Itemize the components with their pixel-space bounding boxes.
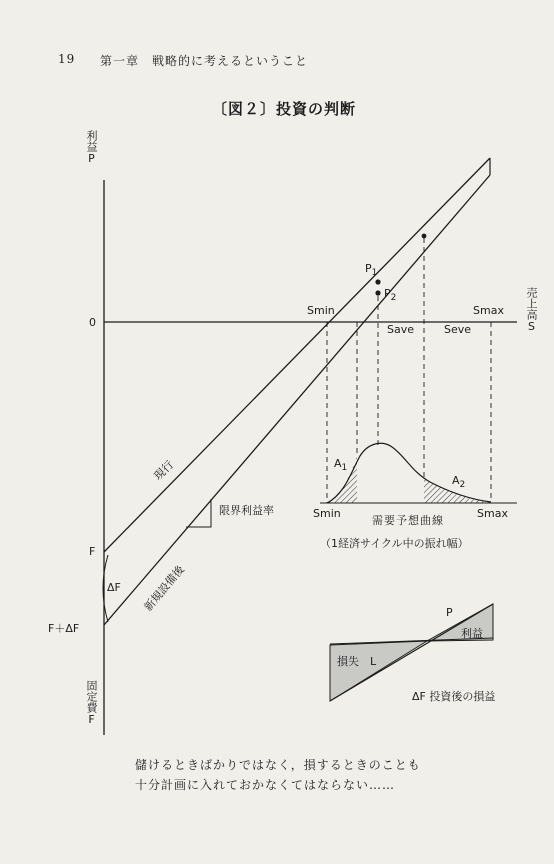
marginal-rate-label: 限界利益率 — [219, 504, 274, 517]
y-axis-label: 利益P — [85, 130, 98, 165]
caption-line-1: 儲けるときばかりではなく，損するときのことも — [135, 758, 421, 772]
profit-label: 利益 — [461, 627, 483, 640]
demand-curve-title: 需要予想曲線 — [372, 514, 444, 527]
p1-sub: 1 — [371, 268, 378, 279]
loss-label: 損失 L — [337, 655, 377, 668]
p2-sub: 2 — [390, 293, 397, 304]
a1-text: A — [334, 457, 342, 470]
crossing-point — [422, 234, 427, 239]
a1-label — [334, 457, 347, 473]
smin-axis-label: Smin — [307, 304, 335, 317]
x-axis-label: 売上高S — [525, 287, 538, 333]
chapter-title: 第一章 戦略的に考えるということ — [100, 54, 309, 68]
a1-sub: 1 — [341, 463, 348, 474]
delta-f-label: ΔF — [107, 581, 121, 594]
p2-label — [384, 287, 396, 303]
profit-loss-caption: ΔF 投資後の損益 — [412, 690, 496, 703]
f-plus-delta-f-label: F＋ΔF — [48, 622, 80, 635]
demand-curve-subtitle: （1経済サイクル中の振れ幅） — [320, 537, 469, 550]
p1-point — [375, 279, 380, 284]
p1-label — [365, 262, 377, 278]
p2-text: P — [384, 287, 391, 300]
seve-label: Seve — [444, 323, 472, 336]
p1-text: P — [365, 262, 372, 275]
new-equipment-label: 新規設備後 — [141, 563, 187, 614]
f-label: F — [89, 545, 96, 558]
current-line-label: 現行 — [151, 458, 177, 483]
new-equipment-line — [104, 175, 490, 625]
caption-line-2: 十分計画に入れておかなくてはならない…… — [135, 778, 396, 792]
p2-point — [375, 290, 380, 295]
page-number: 19 — [58, 52, 76, 66]
save-label: Save — [387, 323, 415, 336]
a2-sub: 2 — [459, 480, 466, 491]
figure-title: 〔図２〕投資の判断 — [212, 100, 357, 118]
smax-axis-label: Smax — [473, 304, 504, 317]
distribution-smax-label: Smax — [477, 507, 508, 520]
a2-label — [452, 474, 465, 490]
a2-text: A — [452, 474, 460, 487]
profit-p-label: P — [446, 606, 453, 619]
marginal-rate-triangle — [186, 499, 211, 527]
distribution-smin-label: Smin — [313, 507, 341, 520]
fixed-cost-label: 固定費F — [85, 680, 98, 726]
zero-label: 0 — [89, 316, 96, 329]
